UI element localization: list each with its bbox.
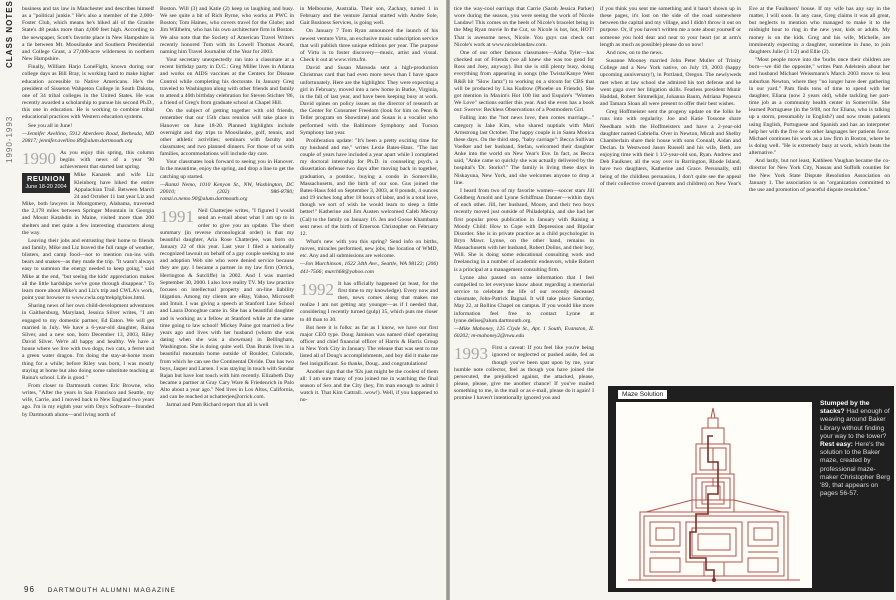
text-paragraph: See you all in June! [28, 122, 73, 129]
text-paragraph: One of our other famous classmates—Aisha Tyler—has checked out of Friends (we all knew she was too good for Ross and Joey, anyway). But she is still plenty busy, doing everything from appearing in songs (the Twista/Kanye West R&B hit "Slow Jamz") to working on a sitcom for CBS that will be produced by Lisa Kudrow (Phoebe on Friends). She got mention in Maxim's Hot 100 list and Esquire's "Women We Love" sections earlier this year. And she even has a book out: Swerve: Reckless Observations of a Postmodern Girl. [454, 49, 594, 114]
text-paragraph: It has officially happened (at least, for the first time to my knowledge). Every now and then, news comes along that makes me realize I am not getting any younger—as if I needed that, considering I recently turned (gulp) 35, which puts me closer to 40 than to 30. [300, 280, 438, 323]
text-paragraph: What's new with you this spring? Send info on births, moves, miracles performed, new jobs, the location of WMD, etc. Any and all submissions are welcome. [300, 239, 438, 260]
text-paragraph: Your secretary unexpectedly ran into a classmate at a recent birthday party in D.C.: Greg Miller lives in Atlanta and works on AIDS vaccines at the Centers for Disease Control while completing his doctorate. In January Greg traveled to Washington along with other friends and family to attend a 40th birthday celebration for Steven Stichter '86, a friend of Greg's from graduate school at Chapel Hill. [160, 57, 294, 107]
text-paragraph: From closer to Dartmouth comes Eric Browne, who writes, "After the years in San Francisco and Seattle, my wife, Carrie, and I moved back to New England two years ago. I'm in my eighth year with Onyx Software—founded by Dartmouth alums—and living north of [22, 382, 154, 418]
maze-caption [820, 400, 892, 498]
text-paragraph: Lynne also passed on some information that I feel compelled to let everyone know about regarding a memorial service to celebrate the life of our recently deceased classmate, John-Patrick Bagnal. It will take place Saturday, May 22, at Rollins Chapel on campus. If you would like more information feel free to contact Lynne at lynne.delise@alum.dartmouth.org. [454, 274, 594, 324]
text-paragraph: Neil Chatterjee writes, "I figured I would send an e-mail about what I am up to in order to give you an update. The short summary (in reverse chronological order) is that my beautiful daughter, Aria Rose Chatterjee, was born on January 22 of this year. Last year I filed a nationally recognized lawsuit on behalf of a gay couple seeking to use and adoption Web site who were denied service because they are gay. I became a partner in my law firm (Orrick, Herrington & Sutcliffe) in 2002. And I was married September 30, 2000. I also love reality TV. My law practice focuses on intellectual property and on-line liability litigation. Among my clients are eBay, Yahoo, Microsoft and Intuit. I was giving a speech at Stanford Law School and Laura Donoghue came in. She has a beautiful daughter and is working as a fellow at Stanford while at the same time going to law school! Mickey Paine got married a few years ago and lives with her husband (whom she was dating when she was a showman) in Bellingham, Washington. She is doing quite well. Dan Burak lives in a beautiful mountain home outside of Boulder, Colorado, from which he can see the Continental Divide. Dan has two boys, Jasper and Larsen. I was staying in touch with Sundar Rajan but have lost touch with him recently. Elizabeth Day became a partner at Gray Cary Ware & Friedenrich in Palo Alto about a year ago." Ned lives in Los Altos, California, and can be reached at nchatterjee@orrick.com. [160, 208, 294, 401]
text-paragraph: business and tax law in Manchester and describes himself as a "political junkie." He's also a member of the 2,000-Foster Club, which means he's hiked all of the Granite State's 48 peaks more than 4,000 feet high. According to the newspaper, Scott's favorite place in New Hampshire is a tie between Mt. Moosilauke and Southern Presidential and College Grant, a 27,000-acre wilderness in northern New Hampshire. [22, 6, 154, 63]
magazine-name: DARTMOUTH ALUMNI MAGAZINE [47, 587, 176, 594]
text-paragraph: Finally, William Harjo LoneFight, known during our college days as Bill Bray, is working hard to make higher education accessible to Native Americans. He's the president of Sisseton Wahpeton College in South Dakota, one of 34 tribal colleges in the United States. He was recently awarded a scholarship to pursue his second Ph.D., this one in education. He is working to combine tribal educational practices with Western education systems. [22, 64, 154, 121]
reunion-label: REUNION [26, 174, 66, 184]
year-heading-1990: 1990 [22, 148, 56, 168]
text-paragraph: tice the way-cool earrings that Carrie (Sarah Jessica Parker) wore during the season, you were seeing the work of Nicole Landaw! This comes on the heels of Nicole's bracelet being in the Meg Ryan movie In the Cut, so Nicole is hot, hot, HOT! That is awesome news, Nicole. You guys can check out Nicole's work at www.nicolelandaw.com. [454, 6, 594, 48]
text-paragraph: Leaving their jobs and entrusting their home to friends and family, Mike and Liz braved the full range of weather, blisters, and camp food—not to mention run-ins with bears and snakes—as they made the trip. "It wasn't always easy to summon the energy needed to keep going," said Mike at the end, "but seeing the kids' appreciation makes all the little hardships we've gone through disappear." To learn more about Mike's and Liz's trip and CWLA's work, point your browser to www.cwla.org/trekplg/bios.html. [22, 237, 154, 302]
text-paragraph: On January 7 Tom Ryan announced the launch of his newest venture Virtu, an exclusive music subscription service that will publish three unique editions per year. The purpose of Virtu is to foster discovery—music, artist and visual. Check it out at www.virtu.fm. [300, 28, 438, 64]
reunion-badge [22, 173, 70, 192]
text-paragraph: Susanne Mooney married John Peter Muller of Trinity College and a New York native, on July 19, 2003 (happy upcoming anniversary!), in Portland, Oregon. The newlyweds met when at law school she admired his tort defense and he went gaga over her litigation skills. Fearless president Munir Haddad, Robert Simmelkjar, Johanna Baum, Adriana Popescu and Tamara Sloan all were present to offer their best wishes. [600, 58, 741, 108]
text-paragraph: Jarmal and Pam Richard report that all is well [166, 402, 269, 409]
text-paragraph: I heard from two of my favorite women—soccer stars Jill Goldberg Arnold and Lynne Schiffman Danner—within days of each other. Jill, her husband, Moore, and their two boys recently moved just outside of Philadelphia, and she had her first popular press publication in January with Raising a Moody Child: How to Cope with Depression and Bipolar Disorder. She is in private practice as a child psychologist in Bryn Mawr. Lynne, on the other hand, remains in Massachusetts with her husband, Robert Dolins, and their boy, Will. She is doing some educational consulting work and freelancing in a number of academic endeavors, while Robert is a principal at a management consulting firm. [454, 187, 594, 273]
text-paragraph: And now, on to the news. [606, 49, 663, 56]
column-2 [160, 6, 294, 578]
class-notes-tab [5, 0, 17, 198]
text-paragraph: But here it is folks: as far as I know, we have our first major CEO type. Doug Jamison was named chief operating officer and chief financial officer of Harris & Harris Group in New York City in January. The release that was sent to me listed all of Doug's accomplishments, and boy did it make me feel insignificant. So thanks, Doug...and congratulations! [300, 324, 438, 367]
maze-question: Stumped by the stacks? [820, 400, 870, 416]
text-paragraph: if you think you sent me something and it hasn't shown up in these pages, it's lost on the side of the road somewhere between the capital and my village, and I didn't throw it out on purpose. Or, if you haven't written me a note about yourself or someone you hold dear and near to your heart (or at arm's length as much as possible) please do so now! [600, 6, 741, 48]
section-title: CLASS NOTES [5, 0, 14, 68]
text-paragraph: Proliferation update: "It's been a pretty exciting time for my husband and me," writes Lexie Bates-Haus. "The last couple of years have included a year apart while I completed my doctoral internship for Ph.D. in counseling psych, a dissertation defense two days after moving back in together, graduation, a postdoc, buying a condo in Somerville, Massachusetts, and the birth of our son. Gus joined the Bates-Haus fold on September 3, 2003, at 8 pounds, 4 ounces and 19 inches long after 18 hours of labor, and is a total love, though we sort of wish he would learn to sleep a little better!" Katherine and Jim Austen welcomed Caleb Mecray (Cal) to the family on January 16. Jen and Goose Khambatta sent news of the birth of Emerson Christopher on February 12. [300, 137, 438, 237]
maze-solution-label: Maze Solution [618, 390, 667, 399]
year-heading-1993: 1993 [454, 344, 488, 364]
section-years: 1990-1993 [5, 115, 14, 163]
year-heading-1991: 1991 [160, 207, 194, 227]
baker-tower-maze-illustration [616, 402, 812, 588]
maze-solution-sidebar [608, 386, 894, 592]
text-paragraph: Another sign that the '92s just might be the coolest of them all: I am sure many of you joined me in watching the final season of Sex and the City (hey, I'm man enough to admit I watch it. That Kim Cattrall...wow!). Well, if you happened to no- [300, 368, 438, 404]
signature: —Mike Mahoney, 125 Clyde St., Apt. 1 South, Evanston, IL 60202; m-mahoney2@nwu.edu [454, 325, 594, 340]
text-paragraph: Sharing news of her own child-development adventures in Gaithersburg, Maryland, Jessica Silver writes, "I am engaged to my domestic partner, Ed Eaton. We will get married in July. We have a 6-year-old daughter, Raina Silver, and a new son, born December 13, 2003, Riley David Silver. We're all happy and healthy. We have a house where we live with two dogs, two cats, a ferret and a green water dragon. I'm doing the stay-at-home mom thing for a while; before Riley was born, I was mostly staying at home but also doing some substitute teaching at Raina's school. Life is good." [22, 303, 154, 381]
text-paragraph: Your classmates look forward to seeing you in Hanover. In the meantime, enjoy the spring, and drop a line to get the catching up started. [160, 159, 294, 180]
text-paragraph: Falling into the "hot news love, then comes marriage..." category is Jake Kim, who shared nuptials with Mari Armstrong last October. The happy couple is in Santa Monica these days. On the third step, "baby carriage": Becca Sullivan Voelker and her husband, Stefan, welcomed their daughter Anke into the world on New Year's Eve. In fact, as Becca said, "Anke came so quickly she was actually delivered by the hospital's 'Dr. Storks'!" The family is living these days in Niskayuna, New York, and she welcomes anyone to drop a line. [454, 115, 594, 186]
text-paragraph: "Most people move into the 'burbs once their children are born—we did the opposite," writes Pam Adelstein about her and husband Michael Weissmann's March 2003 move to less suburban Newton, where they "no longer have deer gathering in our yard." Pam finds tons of time to spend with her daughter, Eliana (now 2 years old), while tackling her part-time job as a community health center in Somerville. She learned Portuguese (in the 9/08, not for Eliana, who is talking up a storm, presumably in English?) and now treats patients using English, Portuguese and Spanish and has an interpreter help her with the five or so other languages her patients favor. Michael continues his work as a law firm in Boston, where he is doing well. "He is extremely busy at work, which beats the alternative." [749, 57, 890, 157]
text-paragraph: in Melbourne, Australia. Their son, Zachary, turned 1 in February and the venture Jarmal started with Andre Sole, Gait Business Services, is going well. [300, 6, 438, 27]
page-number: 96 [24, 585, 35, 594]
reunion-dates: June 18-20 2004 [25, 183, 67, 190]
left-page [0, 0, 446, 600]
maze-answer-body: Here's the solution to the Baker maze, created by professional maze-maker Christopher Berg '89, that appears on pages 56-57. [820, 441, 890, 498]
column-4 [454, 6, 594, 586]
maze-answer-lead: Rest easy: [820, 441, 853, 449]
text-paragraph: First a caveat: If you feel like you're being ignored or neglected or pushed aside, fed as though you've been spat upon by me, your humble note collector, feel as though you have joined the persecuted, the prejudiced against, the attacked, please, please, please, give me another chance! If you've mailed something to me, in the mail or as e-mail, please do it again! I promise I haven't intentionally ignored you and [454, 345, 594, 402]
maze-drawing [616, 402, 812, 588]
text-paragraph: David and Susan Marsoda sent a high-production Christmas card that had even more news than I have space unfortunately. Here are the highlights: They were expecting a girl in February, moved into a new home in Burke, Virginia, in the fall of last year, and have been keeping busy at work. David opines on policy issues as the director of research at the Center for Consumer Freedom (look for him on Penn & Teller program on Showtime) and Susan is a vocalist who performed with the Baltimore Symphony and Tucson Symphony last year. [300, 65, 438, 136]
signature: —Ramzi Nemo, 1010 Kenyon St., NW, Washington, DC 20010; (202) 986-8780; ramzi.n.nemo.90@alum.dartmouth.org [160, 181, 294, 203]
text-paragraph: On the subject of getting together with old friends, remember that our 15th class reunion will take place in Hanover on June 18-20. Planned highlights include overnight and day trips to Moosilauke, golf, tennis, and other athletic activities; seminars with faculty and classmates; and two planned dinners. For those of us with families, accommodations will include day care. [160, 108, 294, 158]
maze-question-body: Had enough of weaving around Baker Library without finding your way to the tower? [820, 408, 890, 440]
signature: —Jennifer Avellino, 5912 Aberdeen Road, Bethesda, MD 20817; jennifer.avellino.89@alum.dartmouth.org [22, 130, 154, 144]
column-3 [300, 6, 438, 578]
year-heading-1992: 1992 [300, 279, 334, 299]
text-paragraph: And lastly, but not least, Kathleen Vaughan became the co-director for New York City, Nassau and Suffolk counties for the New York State Dispute Resolution Association on January 1. The association is an "organization committed to the use and promotion of peaceful dispute resolution." [749, 158, 890, 193]
page-footer [24, 585, 176, 594]
signature: —Jon Murchinson, 1622 34th Ave., Seattle, WA 98122; (206) 441-7566; murch68@yahoo.com [300, 261, 438, 275]
column-5 [600, 6, 890, 380]
text-paragraph: Greg Hoffmeister sent the progeny update on the folks he runs into with regularity. Joe and Katie Tossone share Needham with the Hoffmeisters and have a 2-year-old daughter named Gabriella. Over in Newton, Micah and Shelby Chamberlain share their house with sons Connall, Aidan and Declan. In Westwood Jason Russell and his wife, Beth, are enjoying time with their 1 1/2-year-old son, Ryan. Andrew and Deb Faulkner, all the way over in Barrington, Rhode Island, have two daughters, Katherine and Grace. Personally, still being of the childless persuasion, I don't quite see the appeal of their collective crowd (parents and children) on New Year's Eve at the Faulkners' house. If my wife has any say in the matter, I will soon. In any case, Greg claims it was all great, but neglects to mention who managed to make it to the midnight hour to ring in the new year, kids or adults. My money is on the kids. Greg and his wife, Michelle, are imminently expecting a daughter, sometime in June, to join daughters Julie (3 1/2) and Ellie (2). [600, 6, 890, 187]
text-paragraph: Mike Kanarek and wife Liz Kleinberg have hiked the entire Appalachian Trail. Between March 24 and October 11 last year Liz and Mike, both lawyers in Montgomery, Alabama, traversed the 2,178 miles between Springer Mountain in Georgia and Mount Katahdin in Maine, visited more than 200 shelters and met quite a few interesting characters along the way. [22, 172, 154, 236]
text-paragraph: Boston. Will (3) and Katie (2) keep us laughing and busy. We see quite a bit of Rich Byrne, who works at PWC in Boston; Tom Haines, who covers travel for the Globe; and Jim Willhelm, who has his own architecture firm in Boston. We also note that the Society of American Travel Writers recently honored Tom with its Lowell Thomas Award, naming him Travel Journalist of the Year for 2003. [160, 6, 294, 55]
column-1 [22, 6, 154, 578]
text-paragraph: As you enjoy this spring, this column begins with news of a year '90 achievement that started last spring. [60, 149, 154, 171]
